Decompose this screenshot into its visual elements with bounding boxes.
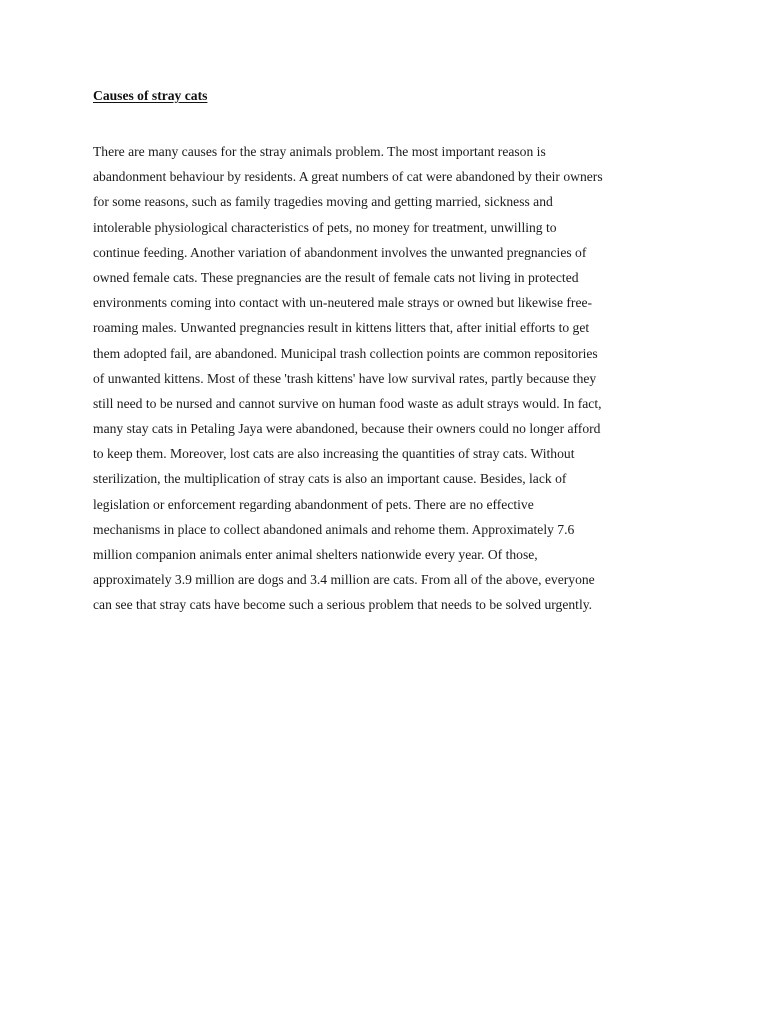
paragraph-line: mechanisms in place to collect abandoned animals and rehome them. Approximately 7.6 [93,521,575,537]
paragraph-line: million companion animals enter animal shelters nationwide every year. Of those, [93,547,538,562]
paragraph-line: legislation or enforcement regarding abandonment of pets. There are no effective [93,496,534,512]
paragraph-line: environments coming into contact with un-neutered male strays or owned but likewise free- [93,295,593,311]
document-heading: Causes of stray cats [93,88,208,103]
paragraph-line: approximately 3.9 million are dogs and 3.4 million are cats. From all of the above, everyone [93,572,595,588]
paragraph-line: for some reasons, such as family tragedies moving and getting married, sickness and [93,194,553,210]
paragraph-line: roaming males. Unwanted pregnancies result in kittens litters that, after initial efforts to get [93,320,590,336]
paragraph-line: them adopted fail, are abandoned. Municipal trash collection points are common repositories [93,345,598,361]
paragraph-line: intolerable physiological characteristics of pets, no money for treatment, unwilling to [93,219,557,235]
paragraph-line: many stay cats in Petaling Jaya were abandoned, because their owners could no longer afford [93,421,601,437]
paragraph-line: owned female cats. These pregnancies are the result of female cats not living in protected [93,269,579,285]
paragraph-line: abandonment behaviour by residents. A great numbers of cat were abandoned by their owners [93,169,603,185]
paragraph-line: continue feeding. Another variation of abandonment involves the unwanted pregnancies of [93,244,587,260]
paragraph-line: There are many causes for the stray animals problem. The most important reason is [93,144,546,159]
paragraph-line: of unwanted kittens. Most of these 'trash kittens' have low survival rates, partly because they [93,370,597,386]
paragraph-line: to keep them. Moreover, lost cats are also increasing the quantities of stray cats. Without [93,446,575,462]
paragraph-line: still need to be nursed and cannot survive on human food waste as adult strays would. In fact, [93,395,602,411]
body-paragraph [93,142,693,621]
paragraph-line: sterilization, the multiplication of stray cats is also an important cause. Besides, lack of [93,471,567,487]
paragraph-line: can see that stray cats have become such a serious problem that needs to be solved urgently. [93,597,593,613]
